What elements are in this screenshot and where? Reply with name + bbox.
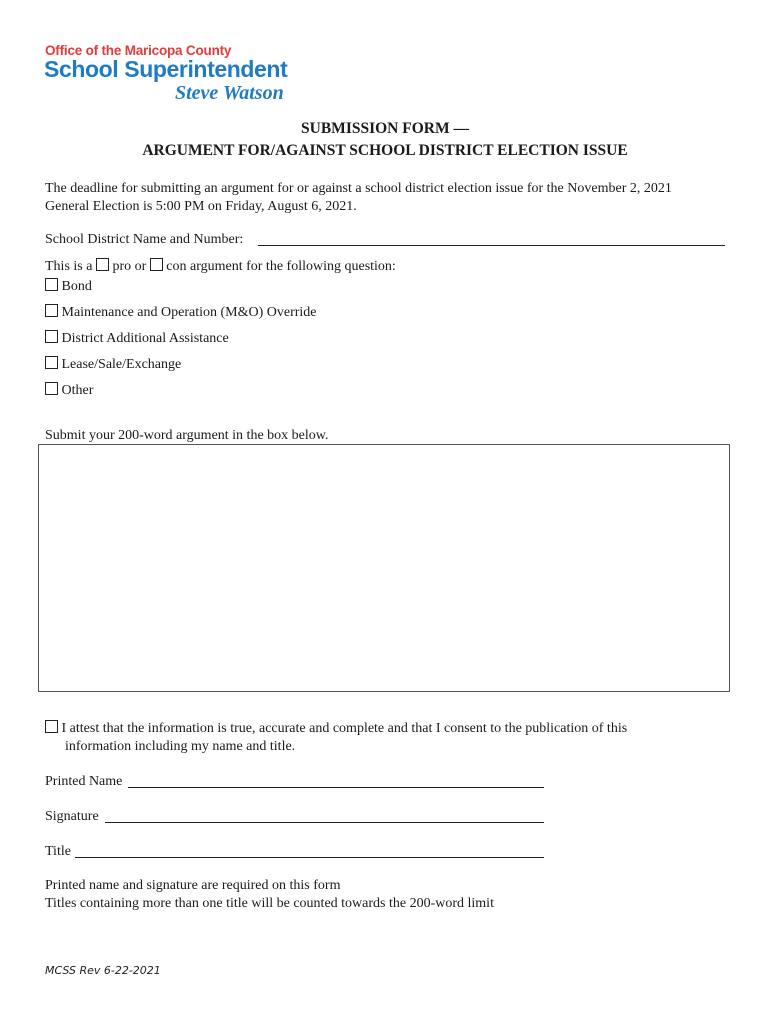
attest-row [45,720,627,738]
con-label: con argument for the following question: [166,259,396,274]
district-name-field[interactable] [258,231,725,246]
logo-superintendent-text: School Superintendent [44,56,288,82]
note-line2: Titles containing more than one title will be counted towards the 200-word limit [45,896,494,911]
argument-prompt: Submit your 200-word argument in the box below. [45,428,329,443]
attest-checkbox[interactable] [45,720,58,733]
intro-line1: The deadline for submitting an argument for or against a school district election issue for the November 2, 2021 [45,181,672,196]
pro-checkbox[interactable] [96,258,109,271]
signature-field[interactable] [105,808,544,823]
logo-office-text: Office of the Maricopa County [45,43,232,58]
form-title-line2: ARGUMENT FOR/AGAINST SCHOOL DISTRICT ELECTION ISSUE [142,142,628,159]
option-district-additional-assistance [45,330,229,348]
option-label: Lease/Sale/Exchange [61,357,182,372]
logo-name-text: Steve Watson [175,82,284,104]
option-label: Bond [61,279,92,294]
printed-name-label: Printed Name [45,774,123,789]
revision-footer: MCSS Rev 6-22-2021 [45,964,161,977]
option-label: Maintenance and Operation (M&O) Override [61,305,317,320]
option-lease-sale-exchange [45,356,181,374]
option-mo-override [45,304,317,322]
option-bond [45,278,92,296]
title-field[interactable] [75,843,544,858]
option-other [45,382,93,400]
mo-override-checkbox[interactable] [45,304,58,317]
district-additional-assistance-checkbox[interactable] [45,330,58,343]
lease-sale-exchange-checkbox[interactable] [45,356,58,369]
printed-name-field[interactable] [128,773,544,788]
question-prefix: This is a [45,259,93,274]
other-checkbox[interactable] [45,382,58,395]
attest-line2: information including my name and title. [65,739,296,754]
district-label: School District Name and Number: [45,232,244,247]
argument-textbox[interactable] [38,444,730,692]
bond-checkbox[interactable] [45,278,58,291]
title-label: Title [45,844,71,859]
signature-label: Signature [45,809,99,824]
option-label: District Additional Assistance [61,331,229,346]
attest-line1: I attest that the information is true, accurate and complete and that I consent to the publication of this [61,721,628,736]
con-checkbox[interactable] [150,258,163,271]
pro-con-question [45,258,396,276]
form-title-line1: SUBMISSION FORM — [301,120,469,137]
note-line1: Printed name and signature are required on this form [45,878,341,893]
option-label: Other [61,383,94,398]
intro-line2: General Election is 5:00 PM on Friday, August 6, 2021. [45,199,357,214]
pro-label: pro or [112,259,147,274]
